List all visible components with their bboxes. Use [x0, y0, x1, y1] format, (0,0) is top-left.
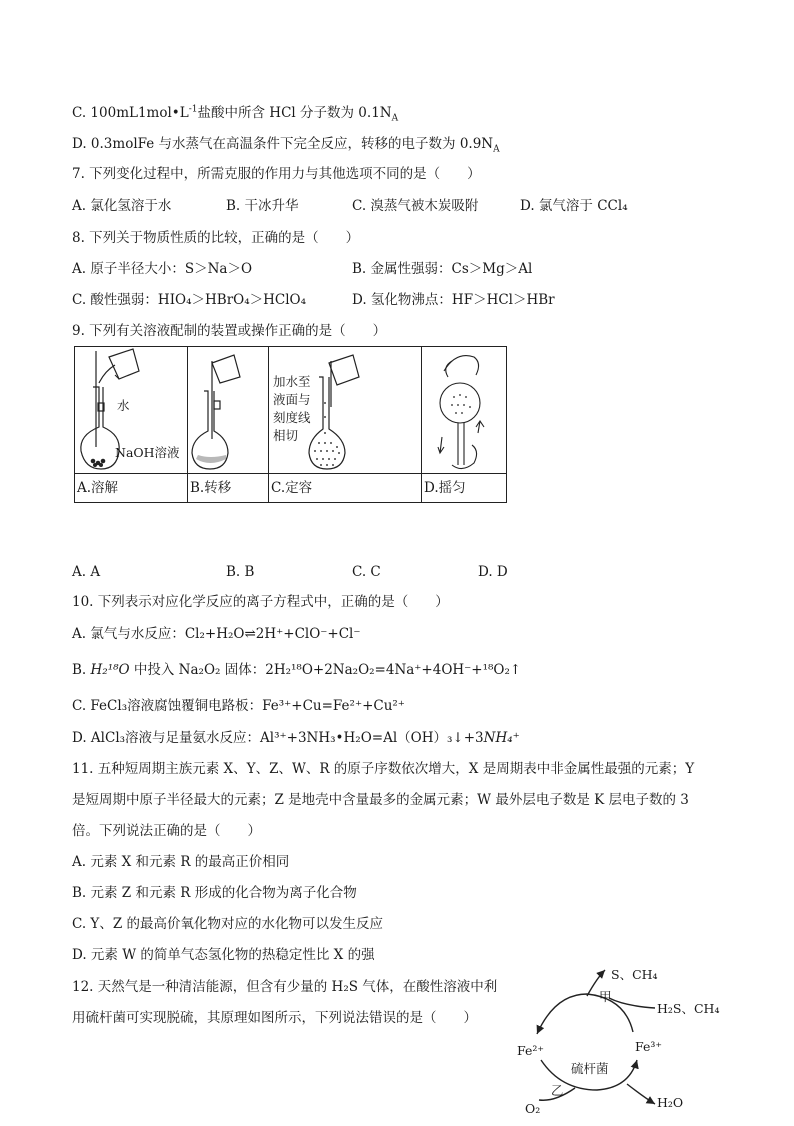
q9-apparatus-table	[74, 346, 507, 503]
q9-option-a: A. A	[72, 564, 101, 580]
naoh-label: NaOH溶液	[115, 445, 180, 460]
caption-transfer: B.转移	[188, 474, 269, 503]
reactant-h2s-ch4: H₂S、CH₄	[657, 1001, 720, 1016]
volume-note-line-3: 刻度线	[273, 410, 311, 425]
q7-option-d: D. 氯气溶于 CCl₄	[520, 198, 628, 214]
volume-note-line-4: 相切	[273, 428, 299, 443]
q10-option-d: D. AlCl₃溶液与足量氨水反应：Al³⁺+3NH₃•H₂O=Al（OH）₃↓+3NH₄⁺	[72, 730, 520, 746]
q8-option-a: A. 原子半径大小：S＞Na＞O	[72, 261, 253, 277]
q9-figure-c	[269, 347, 422, 474]
q12-stem-line-2: 用硫杆菌可实现脱硫，其原理如图所示，下列说法错误的是（ ）	[72, 1010, 477, 1026]
q9-figure-a	[75, 347, 188, 474]
q12-stem-line-1: 12. 天然气是一种清洁能源，但含有少量的 H₂S 气体，在酸性溶液中利	[72, 979, 498, 995]
product-s-ch4: S、CH₄	[611, 967, 658, 982]
q9-option-d: D. D	[478, 564, 508, 580]
q11-option-c: C. Y、Z 的最高价氧化物对应的水化物可以发生反应	[72, 916, 384, 932]
q9-option-b: B. B	[226, 564, 255, 580]
volumetric-flask-illustration	[269, 347, 421, 473]
transfer-flask-illustration	[188, 347, 268, 473]
q10-option-b: B. H₂¹⁸O 中投入 Na₂O₂ 固体：2H₂¹⁸O+2Na₂O₂=4Na⁺+4OH⁻+¹⁸O₂↑	[72, 662, 522, 678]
q6-option-c: C. $100mL1mol•L^{-1}$盐酸中所含 HCl 分子数为 $0.1N_A$	[72, 104, 399, 124]
q8-option-b: B. 金属性强弱：Cs＞Mg＞Al	[352, 261, 533, 277]
q8-stem: 8. 下列关于物质性质的比较，正确的是（ ）	[72, 230, 360, 246]
q11-option-b: B. 元素 Z 和元素 R 形成的化合物为离子化合物	[72, 885, 357, 901]
step-yi-label: 乙	[551, 1083, 564, 1098]
q11-option-a: A. 元素 X 和元素 R 的最高正价相同	[72, 854, 290, 870]
q11-stem-line-3: 倍。下列说法正确的是（ ）	[72, 823, 261, 839]
q8-option-c: C. 酸性强弱：HIO₄＞HBrO₄＞HClO₄	[72, 292, 307, 308]
q7-option-c: C. 溴蒸气被木炭吸附	[352, 198, 479, 214]
q6-option-d: D. 0.3molFe 与水蒸气在高温条件下完全反应，转移的电子数为 $0.9N_A$	[72, 136, 500, 155]
caption-make-up: C.定容	[269, 474, 422, 503]
q11-stem-line-2: 是短周期中原子半径最大的元素；Z 是地壳中含量最多的金属元素；W 最外层电子数是 K 层电子数的 3	[72, 792, 689, 808]
fe2-ion-label: Fe²⁺	[517, 1043, 544, 1058]
q9-stem: 9. 下列有关溶液配制的装置或操作正确的是（ ）	[72, 323, 387, 339]
q8-option-d: D. 氢化物沸点：HF＞HCl＞HBr	[352, 292, 555, 308]
caption-dissolve: A.溶解	[75, 474, 188, 503]
thiobacillus-label: 硫杆菌	[571, 1061, 609, 1076]
shaking-flask-illustration	[422, 347, 506, 473]
q10-stem: 10. 下列表示对应化学反应的离子方程式中，正确的是（ ）	[72, 594, 449, 610]
caption-shake: D.摇匀	[422, 474, 507, 503]
q7-option-a: A. 氯化氢溶于水	[72, 198, 172, 214]
q10-option-c: C. FeCl₃溶液腐蚀覆铜电路板：Fe³⁺+Cu=Fe²⁺+Cu²⁺	[72, 698, 405, 714]
q9-option-c: C. C	[352, 564, 381, 580]
q7-stem: 7. 下列变化过程中，所需克服的作用力与其他选项不同的是（ ）	[72, 166, 481, 182]
volume-note-line-2: 液面与	[273, 392, 311, 407]
step-jia-label: 甲	[599, 989, 612, 1004]
q7-option-b: B. 干冰升华	[226, 198, 299, 214]
product-h2o: H₂O	[657, 1095, 684, 1110]
q11-option-d: D. 元素 W 的简单气态氢化物的热稳定性比 X 的强	[72, 947, 375, 963]
fe3-ion-label: Fe³⁺	[635, 1039, 662, 1054]
desulfurization-cycle-diagram	[505, 962, 745, 1126]
volume-note-line-1: 加水至	[273, 374, 311, 389]
q10-option-a: A. 氯气与水反应：Cl₂+H₂O⇌2H⁺+ClO⁻+Cl⁻	[72, 626, 361, 642]
water-label: 水	[117, 398, 130, 413]
q9-figure-d	[422, 347, 507, 474]
q11-stem-line-1: 11. 五种短周期主族元素 X、Y、Z、W、R 的原子序数依次增大，X 是周期表中非金属性最强的元素；Y	[72, 761, 695, 777]
reactant-o2: O₂	[525, 1101, 541, 1116]
q9-figure-b	[188, 347, 269, 474]
